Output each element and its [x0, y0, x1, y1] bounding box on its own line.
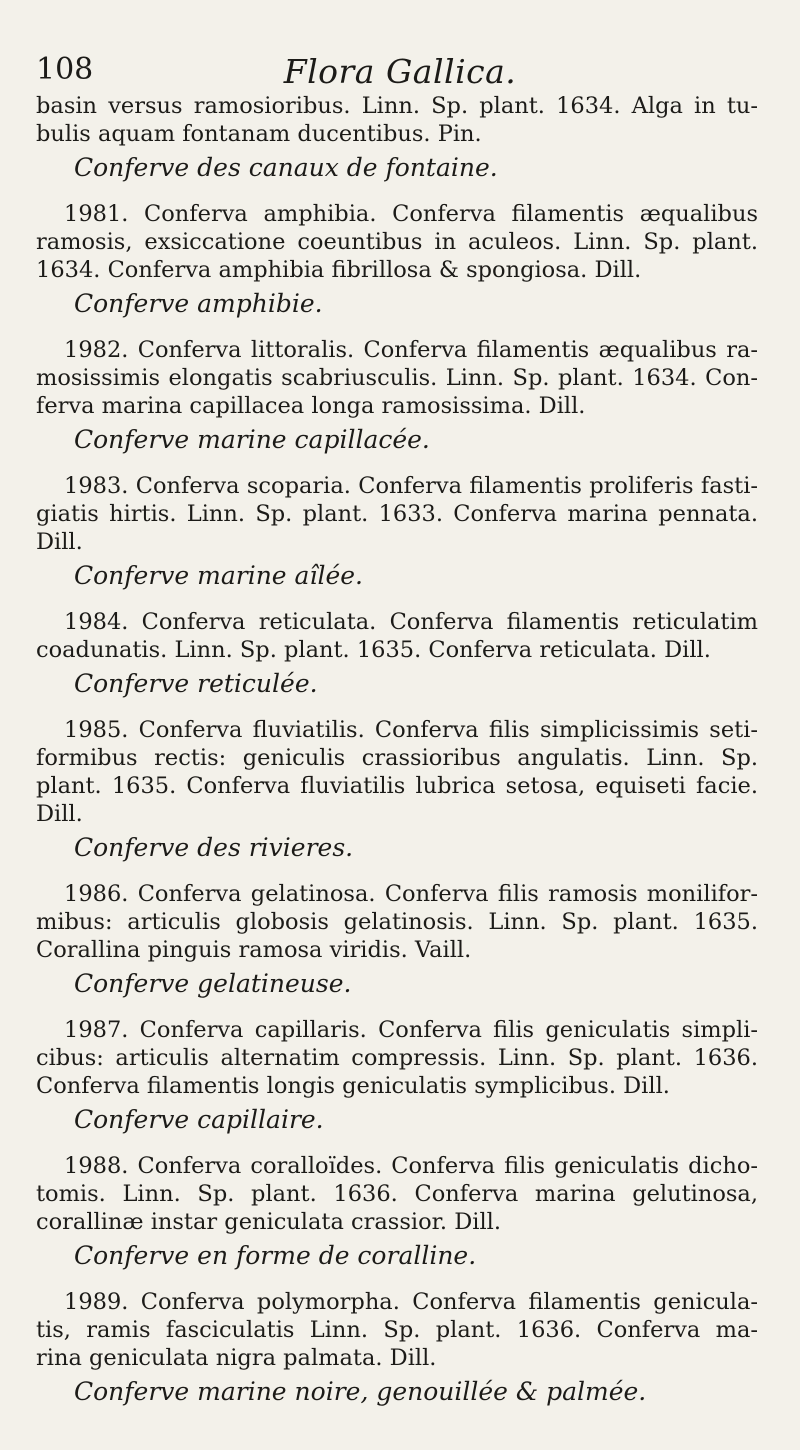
text-line: 1988. Conferva coralloïdes. Conferva filis geniculatis dicho-	[64, 1153, 758, 1179]
french-name: Conferve des canaux de fontaine.	[74, 153, 498, 182]
text-line: 1982. Conferva littoralis. Conferva filamentis æqualibus ra-	[64, 337, 758, 363]
text-line: tomis. Linn. Sp. plant. 1636. Conferva marina gelutinosa,	[36, 1181, 758, 1207]
text-line: cibus: articulis alternatim compressis. Linn. Sp. plant. 1636.	[36, 1045, 758, 1071]
species-entry	[36, 472, 758, 592]
french-name: Conferve marine aîlée.	[74, 561, 363, 590]
page-number: 108	[36, 52, 94, 87]
text-line: mosissimis elongatis scabriusculis. Linn. Sp. plant. 1634. Con-	[36, 365, 758, 391]
text-line: giatis hirtis. Linn. Sp. plant. 1633. Conferva marina pennata.	[36, 501, 758, 527]
text-line: Dill.	[36, 529, 83, 555]
french-name: Conferve reticulée.	[74, 669, 318, 698]
french-name: Conferve capillaire.	[74, 1105, 324, 1134]
french-name: Conferve marine noire, genouillée & palmée.	[74, 1377, 647, 1406]
species-entry	[36, 1016, 758, 1136]
text-line: 1987. Conferva capillaris. Conferva filis geniculatis simpli-	[64, 1017, 758, 1043]
continued-entry	[36, 92, 758, 184]
species-entry	[36, 608, 758, 700]
text-line: Dill.	[36, 801, 83, 827]
species-entry	[36, 1288, 758, 1408]
french-name: Conferve gelatineuse.	[74, 969, 352, 998]
species-entry	[36, 716, 758, 864]
species-entry	[36, 200, 758, 320]
text-line: rina geniculata nigra palmata. Dill.	[36, 1345, 437, 1371]
text-line: coadunatis. Linn. Sp. plant. 1635. Conferva reticulata. Dill.	[36, 637, 711, 663]
text-line: tis, ramis fasciculatis Linn. Sp. plant. 1636. Conferva ma-	[36, 1317, 758, 1343]
french-name: Conferve des rivieres.	[74, 833, 354, 862]
text-line: 1989. Conferva polymorpha. Conferva filamentis genicula-	[64, 1289, 758, 1315]
text-line: 1985. Conferva fluviatilis. Conferva filis simplicissimis seti-	[64, 717, 758, 743]
page-header	[0, 52, 800, 92]
french-name: Conferve marine capillacée.	[74, 425, 430, 454]
text-line: ferva marina capillacea longa ramosissima. Dill.	[36, 393, 586, 419]
text-line: 1981. Conferva amphibia. Conferva filamentis æqualibus	[64, 201, 758, 227]
text-line: 1634. Conferva amphibia fibrillosa & spongiosa. Dill.	[36, 257, 642, 283]
text-line: corallinæ instar geniculata crassior. Dill.	[36, 1209, 501, 1235]
species-entry	[36, 336, 758, 456]
text-line: plant. 1635. Conferva fluviatilis lubrica setosa, equiseti facie.	[36, 773, 758, 799]
text-line: basin versus ramosioribus. Linn. Sp. plant. 1634. Alga in tu-	[36, 93, 758, 119]
french-name: Conferve en forme de coralline.	[74, 1241, 477, 1270]
species-entry	[36, 880, 758, 1000]
text-line: mibus: articulis globosis gelatinosis. Linn. Sp. plant. 1635.	[36, 909, 758, 935]
text-line: Corallina pinguis ramosa viridis. Vaill.	[36, 937, 472, 963]
species-entry	[36, 1152, 758, 1272]
text-line: formibus rectis: geniculis crassioribus angulatis. Linn. Sp.	[36, 745, 758, 771]
text-line: 1984. Conferva reticulata. Conferva filamentis reticulatim	[64, 609, 758, 635]
page-body	[36, 92, 758, 1408]
text-line: 1983. Conferva scoparia. Conferva filamentis proliferis fasti-	[64, 473, 758, 499]
running-title: Flora Gallica.	[283, 52, 517, 91]
text-line: bulis aquam fontanam ducentibus. Pin.	[36, 121, 482, 147]
text-line: ramosis, exsiccatione coeuntibus in aculeos. Linn. Sp. plant.	[36, 229, 758, 255]
text-line: 1986. Conferva gelatinosa. Conferva filis ramosis monilifor-	[64, 881, 758, 907]
text-line: Conferva filamentis longis geniculatis symplicibus. Dill.	[36, 1073, 670, 1099]
french-name: Conferve amphibie.	[74, 289, 323, 318]
